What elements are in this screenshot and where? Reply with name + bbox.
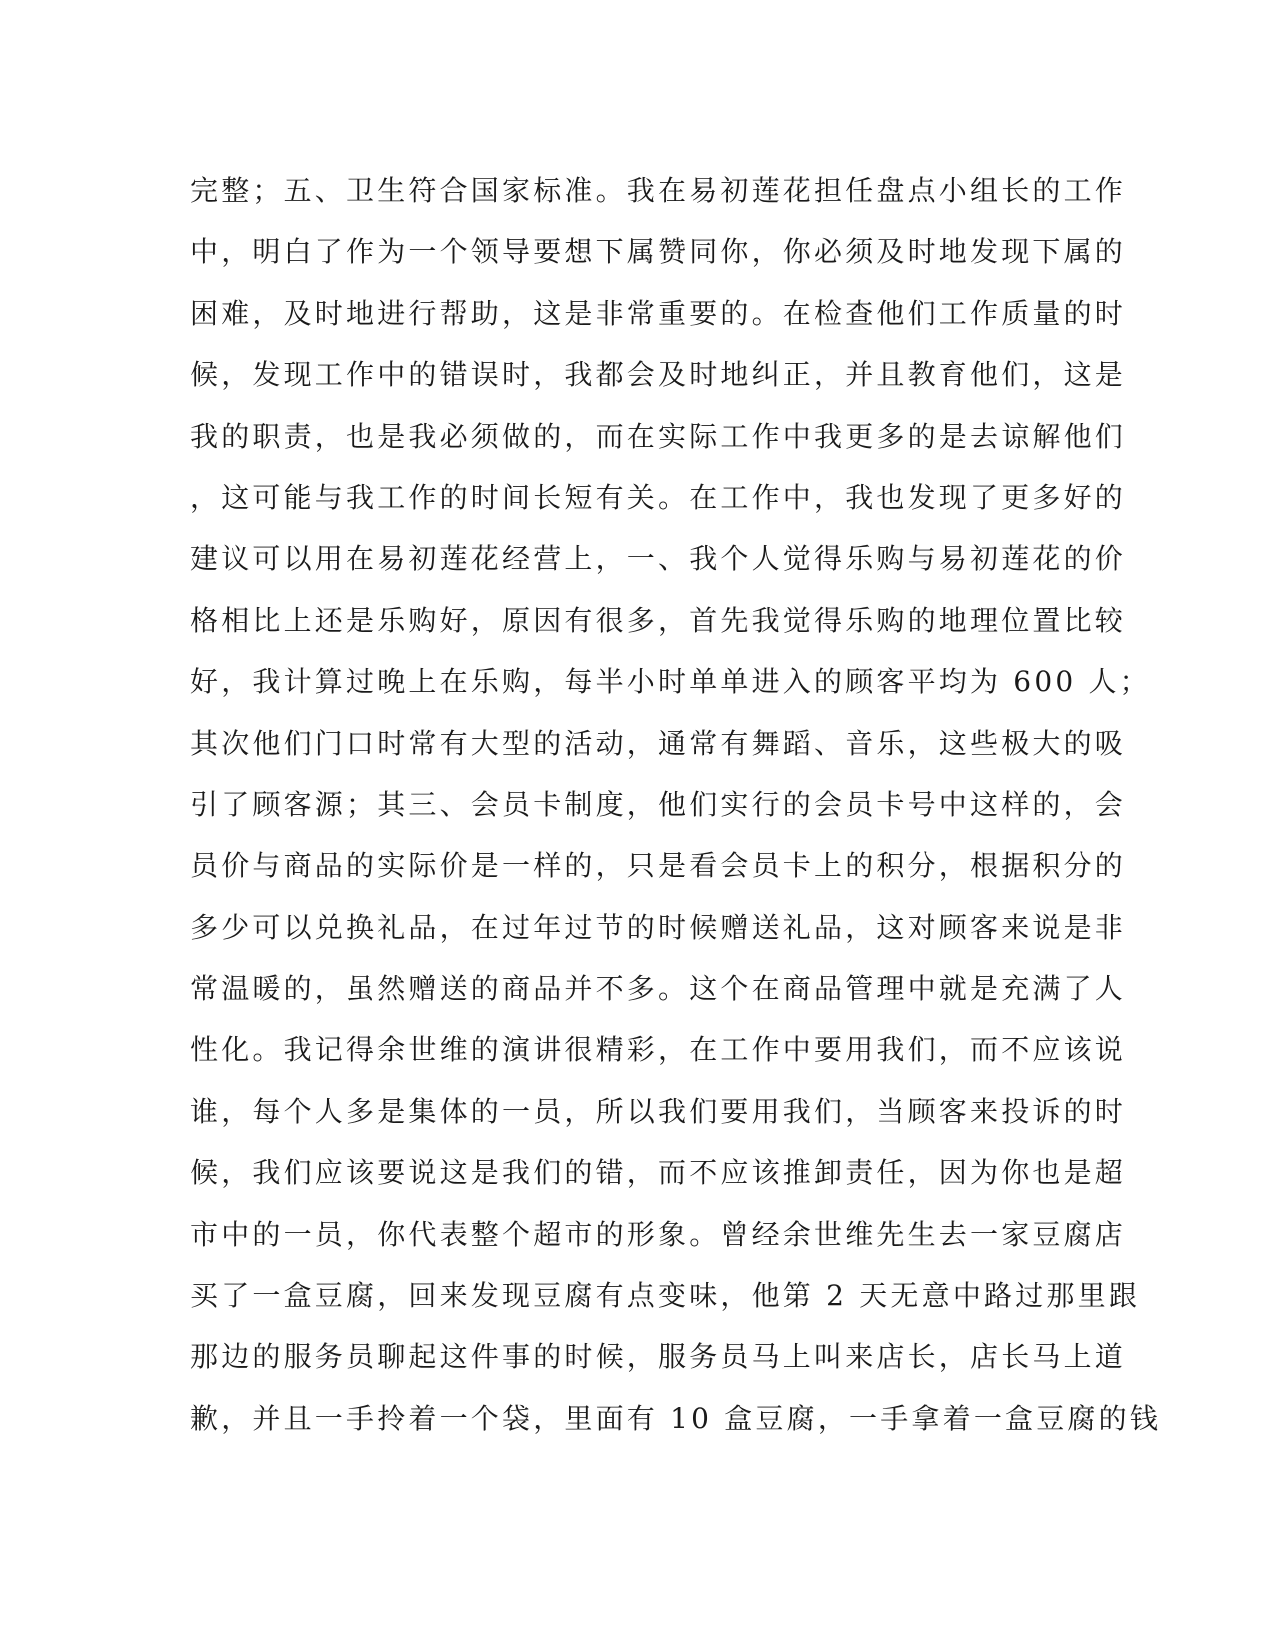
text-line: 引了顾客源；其三、会员卡制度，他们实行的会员卡号中这样的，会 bbox=[190, 787, 1127, 821]
text-line: 我的职责，也是我必须做的，而在实际工作中我更多的是去谅解他们 bbox=[190, 419, 1127, 453]
text-line: 候，发现工作中的错误时，我都会及时地纠正，并且教育他们，这是 bbox=[190, 358, 1127, 392]
text-line: 格相比上还是乐购好，原因有很多，首先我觉得乐购的地理位置比较 bbox=[190, 603, 1127, 637]
text-line: 困难，及时地进行帮助，这是非常重要的。在检查他们工作质量的时 bbox=[190, 296, 1127, 330]
text-line: 那边的服务员聊起这件事的时候，服务员马上叫来店长，店长马上道 bbox=[190, 1340, 1127, 1374]
text-line: 候，我们应该要说这是我们的错，而不应该推卸责任，因为你也是超 bbox=[190, 1156, 1127, 1190]
body-text bbox=[190, 160, 1162, 1449]
text-line: 完整；五、卫生符合国家标准。我在易初莲花担任盘点小组长的工作 bbox=[190, 174, 1127, 207]
text-line: 其次他们门口时常有大型的活动，通常有舞蹈、音乐，这些极大的吸 bbox=[190, 726, 1127, 760]
text-line: 性化。我记得余世维的演讲很精彩，在工作中要用我们，而不应该说 bbox=[190, 1033, 1127, 1067]
text-line: 员价与商品的实际价是一样的，只是看会员卡上的积分，根据积分的 bbox=[190, 849, 1127, 883]
text-line: 多少可以兑换礼品，在过年过节的时候赠送礼品，这对顾客来说是非 bbox=[190, 910, 1127, 944]
text-line: 常温暖的，虽然赠送的商品并不多。这个在商品管理中就是充满了人 bbox=[190, 972, 1127, 1006]
text-line: ，这可能与我工作的时间长短有关。在工作中，我也发现了更多好的 bbox=[190, 480, 1127, 514]
text-line: 市中的一员，你代表整个超市的形象。曾经余世维先生去一家豆腐店 bbox=[190, 1217, 1127, 1251]
text-line: 好，我计算过晚上在乐购，每半小时单单进入的顾客平均为 600 人； bbox=[190, 665, 1151, 699]
text-line: 建议可以用在易初莲花经营上，一、我个人觉得乐购与易初莲花的价 bbox=[190, 542, 1127, 576]
text-line: 谁，每个人多是集体的一员，所以我们要用我们，当顾客来投诉的时 bbox=[190, 1094, 1127, 1128]
text-line: 歉，并且一手拎着一个袋，里面有 10 盒豆腐，一手拿着一盒豆腐的钱 bbox=[190, 1401, 1162, 1435]
text-line: 买了一盒豆腐，回来发现豆腐有点变味，他第 2 天无意中路过那里跟 bbox=[190, 1279, 1141, 1313]
text-line: 中，明白了作为一个领导要想下属赞同你，你必须及时地发现下属的 bbox=[190, 235, 1127, 269]
